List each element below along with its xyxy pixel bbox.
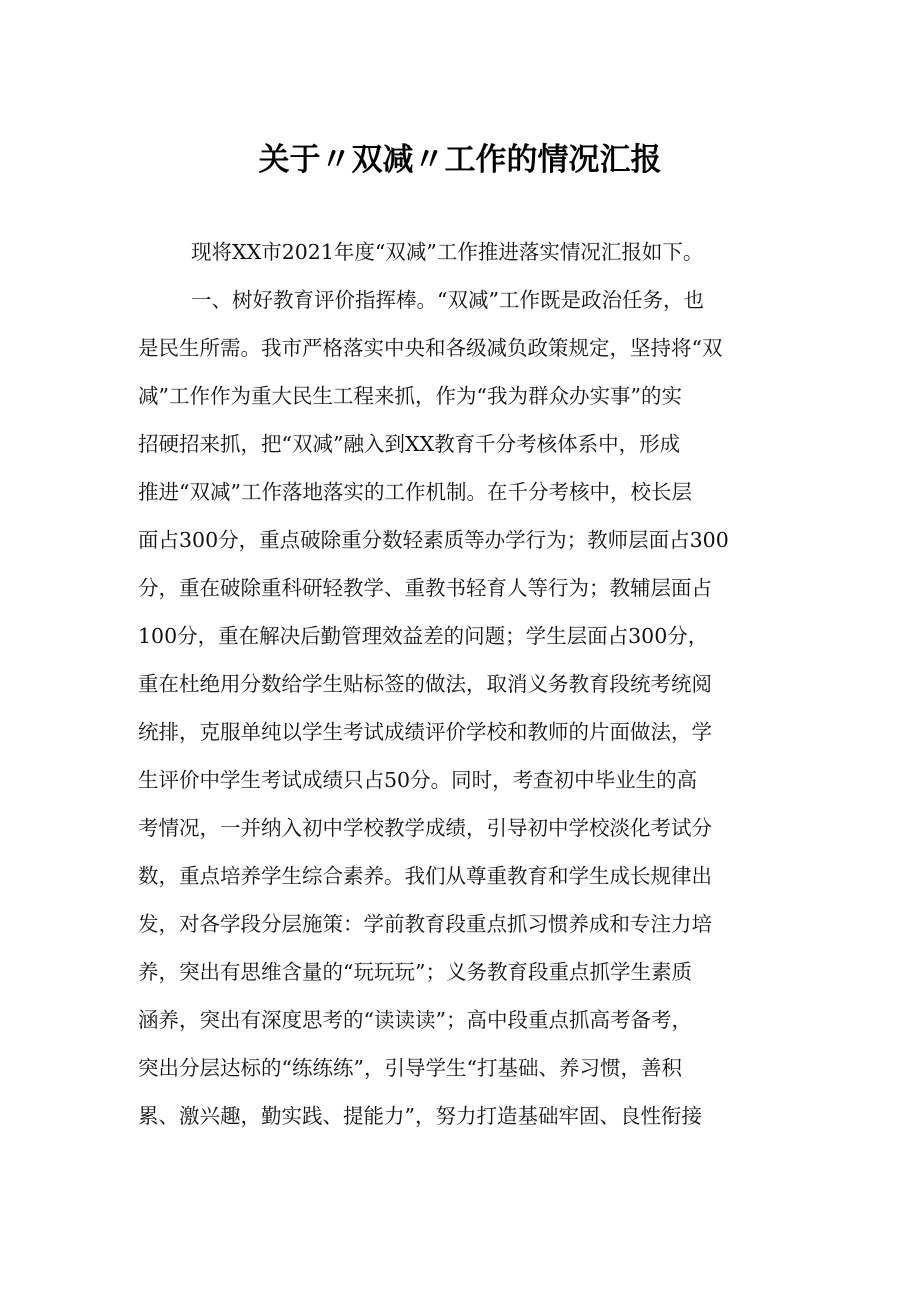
paragraph-line: 累、激兴趣，勤实践、提能力”，努力打造基础牢固、良性衔接 xyxy=(138,1104,702,1128)
paragraph-line: 重在杜绝用分数给学生贴标签的做法，取消义务教育段统考统阅 xyxy=(138,672,712,696)
paragraph-intro-line: 现将XX市2021年度“双减”工作推进落实情况汇报如下。 xyxy=(191,240,704,264)
paragraph-line: 数，重点培养学生综合素养。我们从尊重教育和学生成长规律出 xyxy=(138,864,712,888)
paragraph-line: 生评价中学生考试成绩只占50分。同时，考查初中毕业生的高 xyxy=(138,768,698,792)
paragraph-line: 突出分层达标的“练练练”，引导学生“打基础、养习惯，善积 xyxy=(138,1056,682,1080)
paragraph-line: 是民生所需。我市严格落实中央和各级减负政策规定，坚持将“双 xyxy=(138,336,723,360)
paragraph-line: 面占300分，重点破除重分数轻素质等办学行为；教师层面占300 xyxy=(138,528,729,552)
document-title: 关于〃双减〃工作的情况汇报 xyxy=(258,142,662,178)
paragraph-line: 推进“双减”工作落地落实的工作机制。在千分考核中，校长层 xyxy=(138,480,692,504)
paragraph-line: 发，对各学段分层施策：学前教育段重点抓习惯养成和专注力培 xyxy=(138,912,712,936)
paragraph-line: 100分，重在解决后勤管理效益差的问题；学生层面占300分， xyxy=(138,624,709,648)
paragraph-line: 统排，克服单纯以学生考试成绩评价学校和教师的片面做法，学 xyxy=(138,720,712,744)
paragraph-line: 涵养，突出有深度思考的“读读读”；高中段重点抓高考备考， xyxy=(138,1008,692,1032)
paragraph-line: 招硬招来抓，把“双减”融入到XX教育千分考核体系中，形成 xyxy=(138,432,681,456)
paragraph-line: 考情况，一并纳入初中学校教学成绩，引导初中学校淡化考试分 xyxy=(138,816,712,840)
paragraph-line: 分，重在破除重科研轻教学、重教书轻育人等行为；教辅层面占 xyxy=(138,576,712,600)
paragraph-line: 一、树好教育评价指挥棒。“双减”工作既是政治任务，也 xyxy=(191,288,704,312)
paragraph-line: 养，突出有思维含量的“玩玩玩”；义务教育段重点抓学生素质 xyxy=(138,960,692,984)
paragraph-line: 减”工作作为重大民生工程来抓，作为“我为群众办实事”的实 xyxy=(138,384,682,408)
